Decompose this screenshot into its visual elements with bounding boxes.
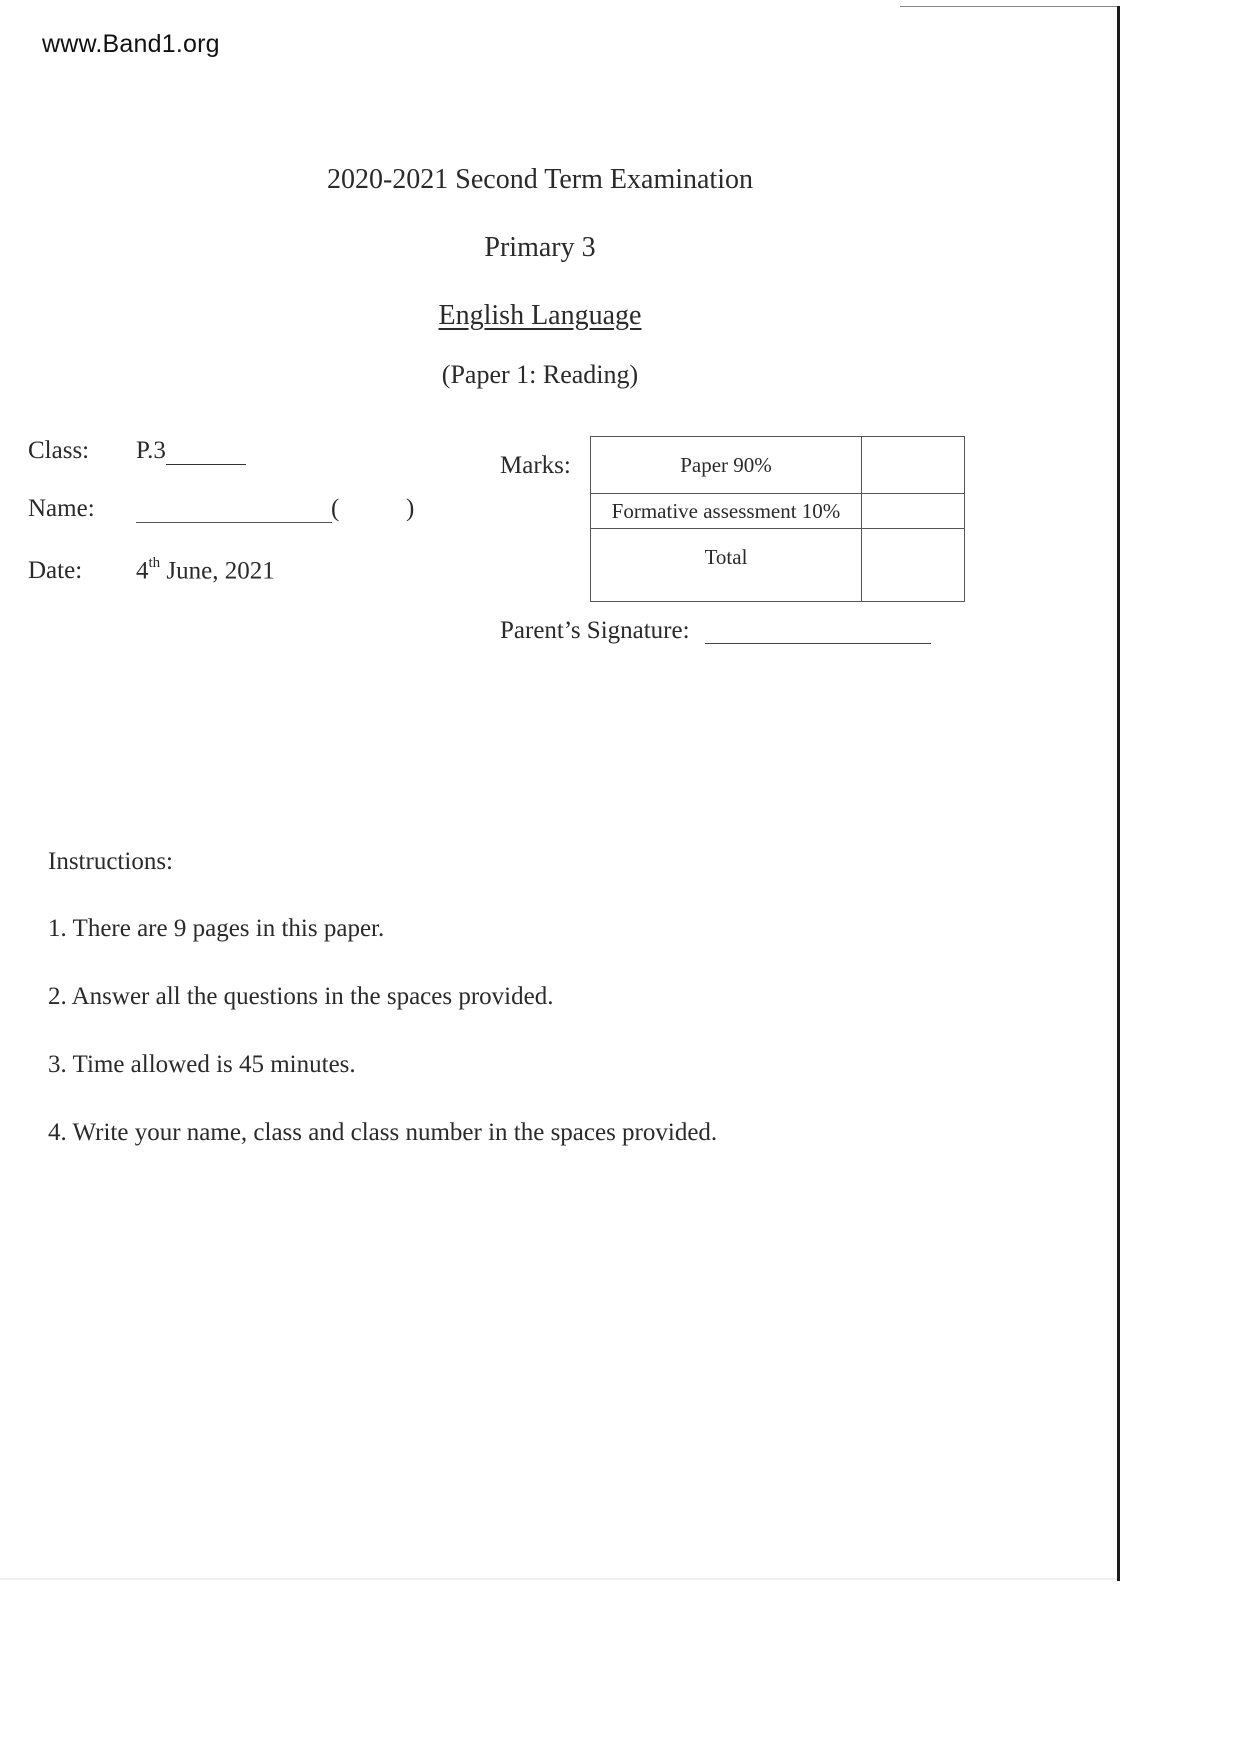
instruction-item: 2. Answer all the questions in the spaces provided.: [48, 983, 554, 1010]
marks-table: [590, 436, 965, 602]
scan-edge-top: [900, 6, 1118, 7]
exam-paper: (Paper 1: Reading): [441, 360, 639, 389]
date-suffix: th: [148, 555, 161, 571]
instruction-item: 3. Time allowed is 45 minutes.: [48, 1051, 356, 1078]
date-label: Date:: [28, 557, 83, 584]
watermark: www.Band1.org: [42, 30, 220, 58]
marks-label: Marks:: [500, 452, 571, 479]
parent-signature-label: Parent’s Signature:: [500, 617, 690, 644]
marks-cell-score[interactable]: [862, 437, 965, 494]
class-blank-line[interactable]: [166, 464, 246, 465]
marks-row-paper: [591, 437, 965, 494]
class-value: P.3: [136, 437, 166, 464]
date-rest: June, 2021: [160, 557, 275, 585]
scan-edge-right: [1117, 6, 1120, 1581]
class-label: Class:: [28, 437, 90, 464]
instruction-item: 4. Write your name, class and class number in the spaces provided.: [48, 1119, 718, 1146]
exam-title: 2020-2021 Second Term Examination: [326, 164, 753, 195]
name-label: Name:: [28, 495, 95, 522]
name-blank-line[interactable]: [136, 522, 332, 523]
instructions-heading: Instructions:: [48, 848, 173, 875]
marks-cell-score[interactable]: [862, 494, 965, 529]
marks-cell-label: Paper 90%: [591, 437, 862, 494]
exam-level: Primary 3: [484, 232, 596, 263]
marks-row-total: [591, 529, 965, 602]
marks-cell-label: Formative assessment 10%: [591, 494, 862, 529]
marks-cell-score[interactable]: [862, 529, 965, 602]
marks-cell-label: Total: [591, 529, 862, 602]
parent-signature-line[interactable]: [705, 643, 931, 644]
date-value: [136, 557, 275, 585]
marks-row-formative: [591, 494, 965, 529]
instruction-item: 1. There are 9 pages in this paper.: [48, 915, 385, 942]
date-day: 4: [136, 557, 149, 585]
class-number-close-paren: ): [406, 495, 415, 522]
exam-subject: English Language: [438, 300, 642, 331]
class-number-open-paren: (: [331, 495, 340, 522]
scan-edge-bottom: [0, 1578, 1117, 1580]
